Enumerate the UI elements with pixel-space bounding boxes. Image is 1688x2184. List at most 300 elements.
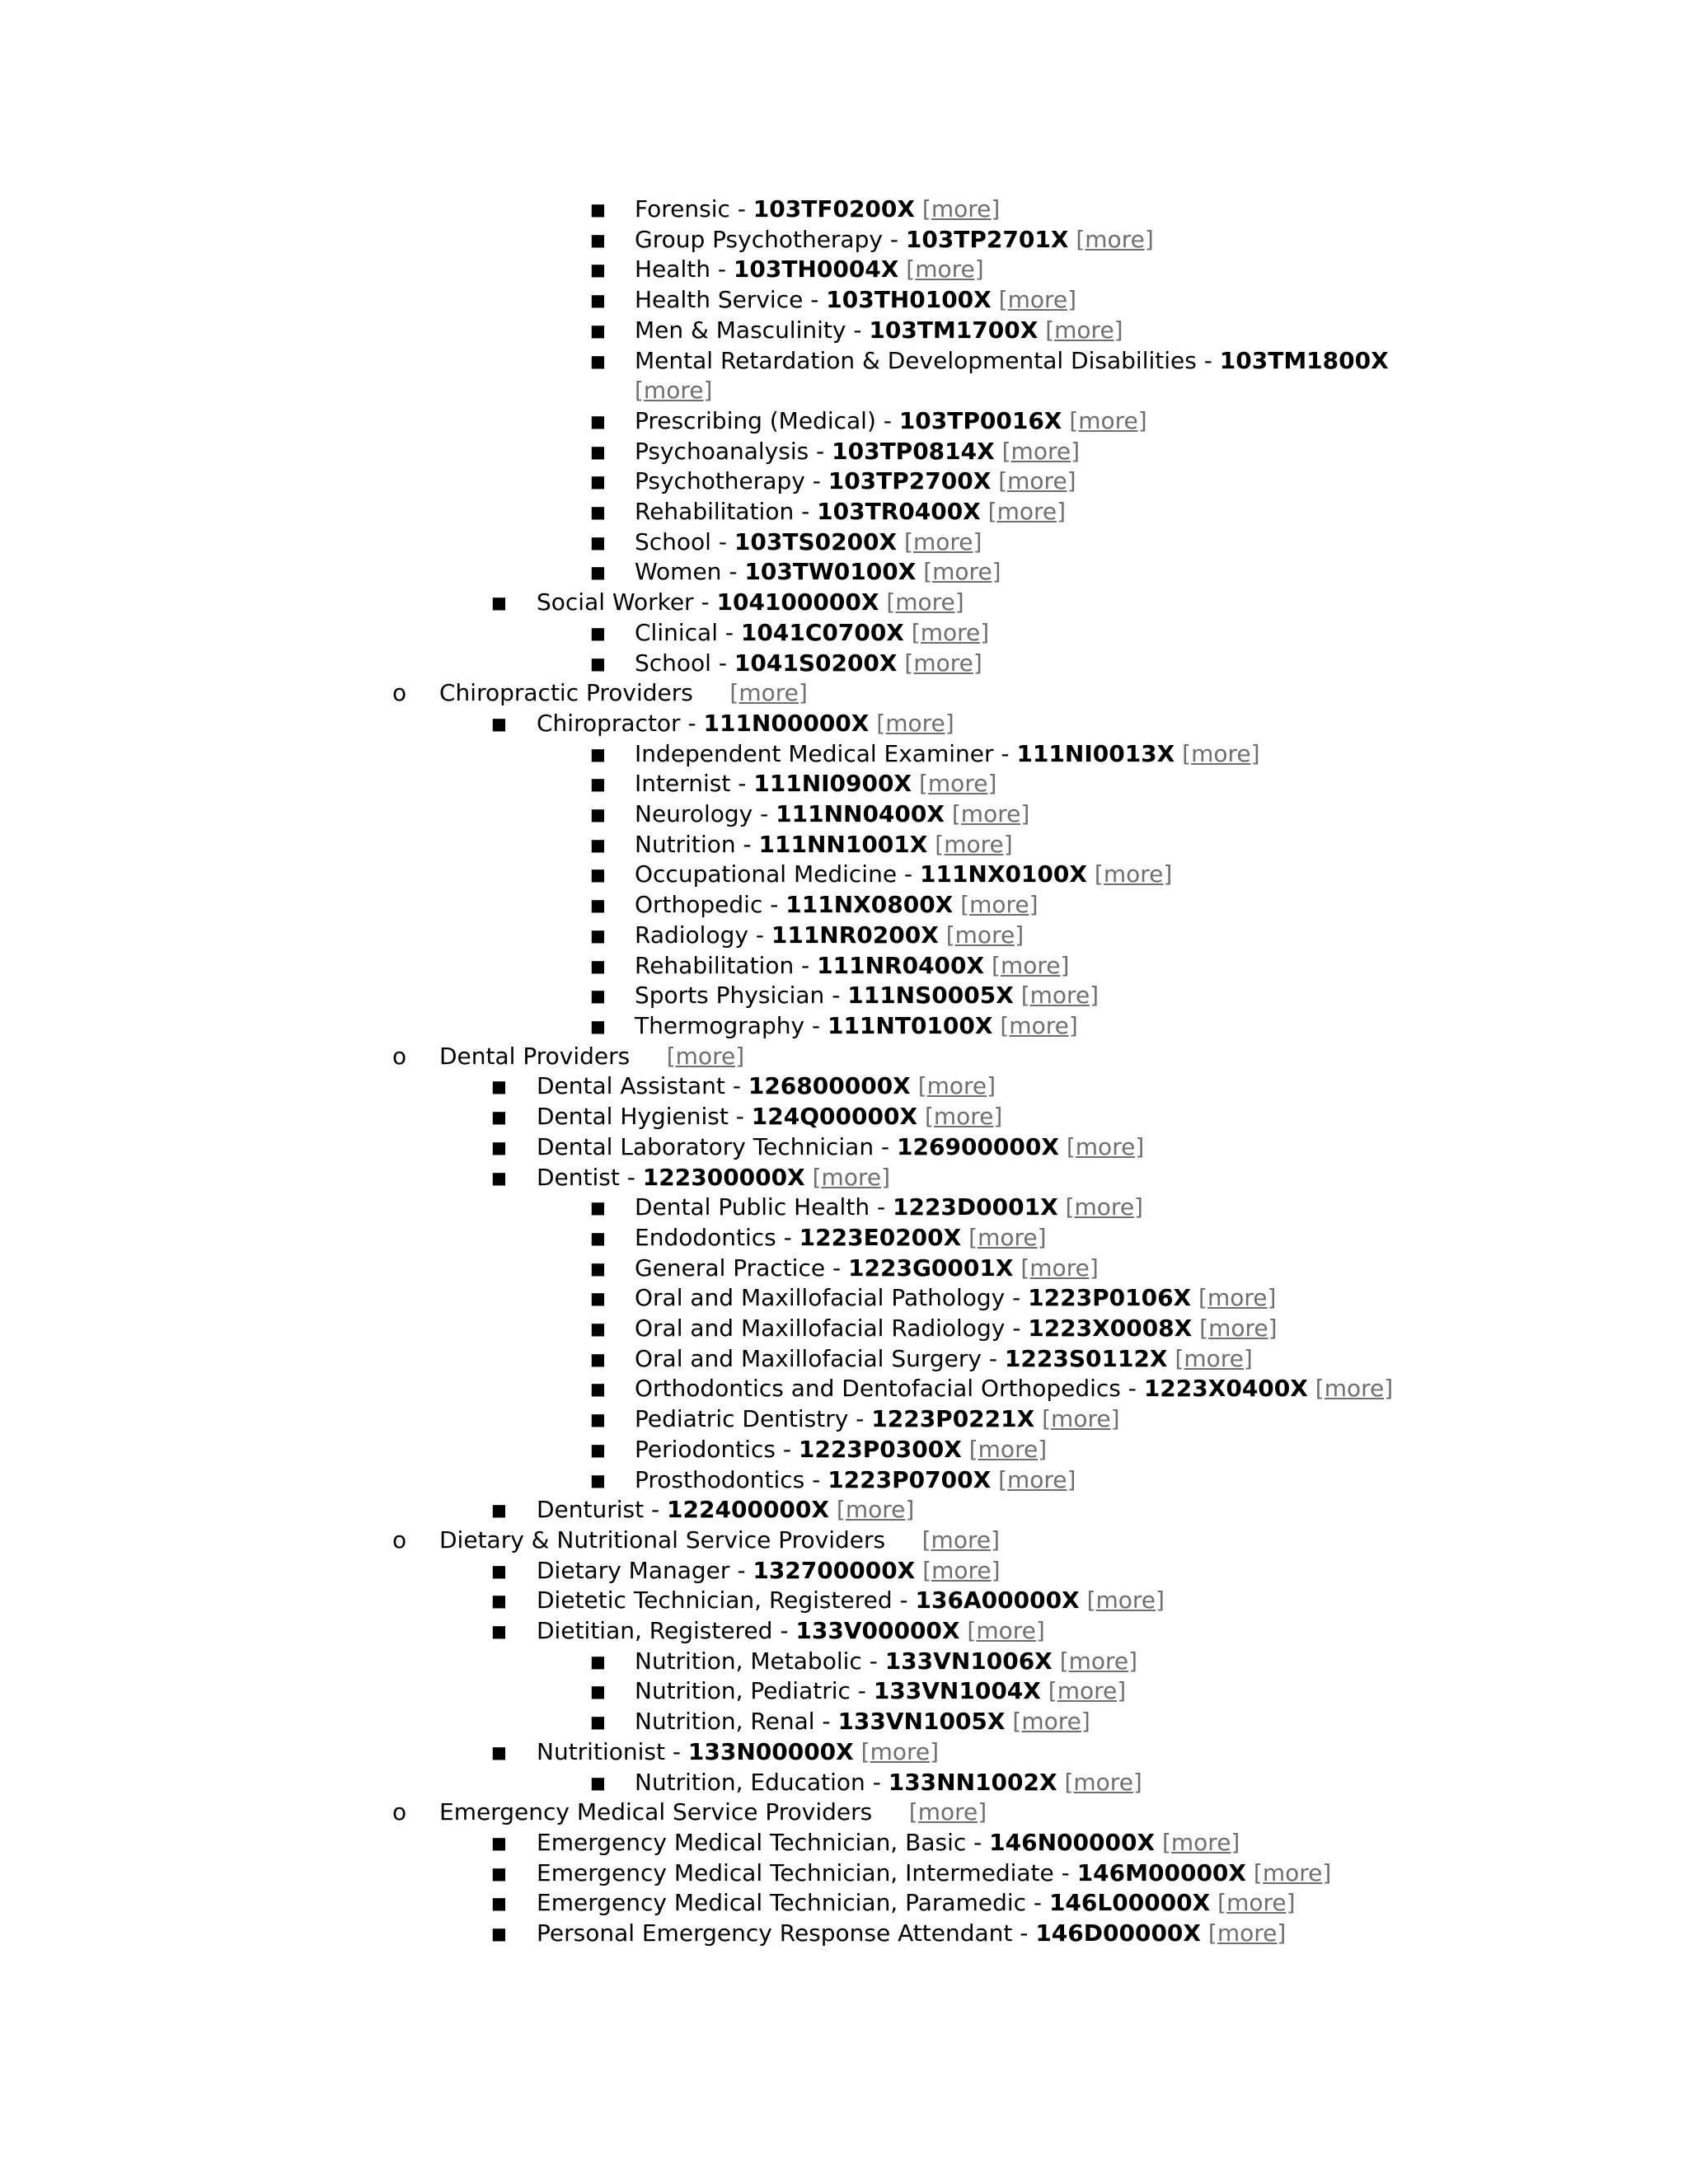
more-link[interactable]: [more] — [1048, 1677, 1127, 1705]
item-label: Endodontics — [635, 1223, 776, 1251]
outline-item-level-2 — [0, 1586, 1688, 1616]
outline-item-level-2 — [0, 1737, 1688, 1768]
code-separator: - — [973, 1828, 990, 1856]
bullet: ■ — [590, 1227, 606, 1248]
item-label: Thermography — [635, 1011, 805, 1039]
code-separator: - — [872, 1768, 889, 1796]
outline-item-level-3 — [0, 951, 1688, 982]
bullet: ■ — [491, 1167, 507, 1188]
item-label: Health — [635, 255, 710, 284]
code-separator: - — [869, 1647, 885, 1675]
code-separator: - — [857, 1677, 874, 1705]
code-separator: - — [717, 255, 734, 284]
more-link[interactable]: [more] — [960, 891, 1039, 919]
item-label: Emergency Medical Technician, Basic — [537, 1828, 967, 1856]
code-separator: - — [1061, 1858, 1077, 1886]
taxonomy-code: 111NN1001X — [758, 830, 928, 858]
outline-item-level-3 — [0, 1768, 1688, 1798]
more-link[interactable]: [more] — [1012, 1708, 1090, 1736]
bullet: ■ — [590, 410, 606, 431]
more-link[interactable]: [more] — [923, 558, 1001, 586]
more-link[interactable]: [more] — [666, 1042, 745, 1070]
taxonomy-code: 133VN1006X — [884, 1647, 1053, 1675]
more-link[interactable]: [more] — [951, 800, 1030, 828]
code-separator: - — [1020, 1919, 1036, 1947]
outline-item-level-3 — [0, 1193, 1688, 1223]
bullet: ■ — [590, 1379, 606, 1399]
outline-item-level-2 — [0, 1888, 1688, 1919]
more-link[interactable]: [more] — [836, 1496, 915, 1524]
bullet: ■ — [491, 1863, 507, 1883]
more-link[interactable]: [more] — [1059, 1647, 1138, 1675]
bullet: ■ — [590, 1772, 606, 1793]
more-link[interactable]: [more] — [911, 618, 990, 646]
outline-item-level-2 — [0, 1495, 1688, 1526]
bullet: ■ — [590, 804, 606, 825]
outline-item-level-3 — [0, 1314, 1688, 1344]
item-label: Health Service — [635, 286, 804, 314]
item-label: Women — [635, 558, 722, 586]
code-separator: - — [1033, 1889, 1049, 1917]
outline-item-level-3 — [0, 830, 1688, 860]
code-separator: - — [801, 498, 818, 526]
item-label: Dietitian, Registered — [537, 1617, 773, 1645]
taxonomy-code: 103TP0016X — [898, 406, 1062, 434]
taxonomy-code: 1223S0112X — [1004, 1344, 1168, 1372]
item-label: Nutrition, Renal — [635, 1708, 815, 1736]
item-label: Dietetic Technician, Registered — [537, 1586, 893, 1615]
taxonomy-code: 1223G0001X — [848, 1254, 1014, 1282]
taxonomy-code: 133N00000X — [687, 1737, 854, 1765]
more-link[interactable]: [more] — [921, 1526, 1001, 1554]
more-link[interactable]: [more] — [998, 467, 1076, 495]
taxonomy-code: 111NR0400X — [817, 951, 985, 979]
taxonomy-code: 111NI0013X — [1016, 739, 1175, 767]
code-separator: - — [672, 1737, 688, 1765]
taxonomy-code: 104100000X — [716, 588, 879, 616]
taxonomy-code: 146N00000X — [989, 1828, 1156, 1856]
taxonomy-code: 136A00000X — [915, 1586, 1080, 1615]
code-separator: - — [832, 1254, 849, 1282]
item-label: Radiology — [635, 921, 748, 949]
bullet: ■ — [590, 743, 606, 764]
item-label: General Practice — [635, 1254, 826, 1282]
outline-item-level-3 — [0, 890, 1688, 921]
code-separator: - — [651, 1496, 668, 1524]
code-separator: - — [832, 982, 848, 1010]
more-link[interactable]: [more] — [1217, 1889, 1296, 1917]
taxonomy-code: 1223P0221X — [871, 1405, 1035, 1433]
taxonomy-outline — [0, 194, 1688, 1949]
item-label: Periodontics — [635, 1435, 776, 1463]
more-link[interactable]: [more] — [1001, 437, 1081, 465]
taxonomy-code: 103TF0200X — [753, 195, 915, 223]
code-separator: - — [1203, 346, 1220, 374]
code-separator: - — [903, 860, 920, 888]
outline-item-level-2 — [0, 588, 1688, 618]
outline-item-level-3 — [0, 799, 1688, 830]
code-separator: - — [856, 1405, 872, 1433]
outline-item-level-2 — [0, 1163, 1688, 1193]
outline-item-level-1 — [0, 1797, 1688, 1828]
more-link[interactable]: [more] — [1064, 1768, 1142, 1796]
code-separator: - — [701, 588, 717, 616]
taxonomy-code: 133VN1004X — [873, 1677, 1041, 1705]
item-label: Clinical — [635, 618, 718, 646]
code-separator: - — [718, 527, 734, 555]
code-separator: - — [811, 1011, 828, 1039]
more-link[interactable]: [more] — [1182, 739, 1260, 767]
bullet: o — [392, 1526, 407, 1554]
bullet: ■ — [590, 562, 606, 583]
taxonomy-code: 111NI0900X — [753, 770, 912, 798]
taxonomy-code: 111NS0005X — [847, 982, 1014, 1010]
code-separator: - — [755, 921, 771, 949]
taxonomy-code: 103TH0004X — [733, 255, 899, 284]
outline-item-level-2 — [0, 1102, 1688, 1132]
more-link[interactable]: [more] — [1086, 1586, 1165, 1615]
taxonomy-code: 103TP2701X — [905, 225, 1069, 253]
outline-item-level-3 — [0, 1254, 1688, 1284]
more-link[interactable]: [more] — [1198, 1284, 1277, 1312]
item-label: Oral and Maxillofacial Surgery — [635, 1344, 982, 1372]
taxonomy-code: 133VN1005X — [837, 1708, 1006, 1736]
bullet: ■ — [590, 260, 606, 280]
outline-item-level-3 — [0, 1465, 1688, 1496]
outline-item-level-1 — [0, 678, 1688, 709]
item-label: Personal Emergency Response Attendant — [537, 1919, 1013, 1947]
outline-item-level-2 — [0, 709, 1688, 739]
outline-item-level-3 — [0, 981, 1688, 1011]
more-link[interactable]: [more] — [876, 709, 954, 737]
taxonomy-code: 1041C0700X — [740, 618, 904, 646]
code-separator: - — [718, 649, 734, 677]
more-link[interactable]: [more] — [968, 1223, 1047, 1251]
code-separator: - — [737, 195, 753, 223]
bullet: ■ — [590, 1651, 606, 1671]
bullet: ■ — [590, 1015, 606, 1036]
code-separator: - — [883, 406, 899, 434]
outline-item-level-2 — [0, 1556, 1688, 1586]
more-link[interactable]: [more] — [886, 588, 964, 616]
bullet: o — [392, 1798, 407, 1826]
taxonomy-code: 103TM1800X — [1219, 346, 1389, 374]
item-label: Dental Laboratory Technician — [537, 1132, 874, 1160]
more-link[interactable]: [more] — [917, 1072, 996, 1100]
item-label: Rehabilitation — [635, 951, 795, 979]
more-link[interactable]: [more] — [908, 1798, 987, 1826]
bullet: ■ — [590, 350, 606, 371]
taxonomy-code: 103TM1700X — [869, 316, 1039, 344]
item-label: Oral and Maxillofacial Pathology — [635, 1284, 1006, 1312]
taxonomy-code: 1223X0400X — [1143, 1375, 1308, 1403]
taxonomy-code: 126900000X — [897, 1132, 1059, 1160]
code-separator: - — [783, 1223, 799, 1251]
more-link[interactable]: [more] — [998, 286, 1077, 314]
item-label: Independent Medical Examiner — [635, 739, 994, 767]
code-separator: - — [724, 618, 741, 646]
item-label: Nutrition — [635, 830, 736, 858]
item-label: Chiropractor — [537, 709, 681, 737]
code-separator: - — [735, 1103, 752, 1131]
taxonomy-code: 124Q00000X — [751, 1103, 918, 1131]
outline-item-level-3 — [0, 466, 1688, 497]
more-link[interactable]: [more] — [1020, 1254, 1099, 1282]
bullet: ■ — [590, 1439, 606, 1460]
more-link[interactable]: [more] — [1069, 406, 1147, 434]
bullet: ■ — [590, 1469, 606, 1490]
taxonomy-code: 122300000X — [642, 1163, 805, 1191]
code-separator: - — [812, 467, 828, 495]
more-link[interactable]: [more] — [1199, 1315, 1278, 1343]
taxonomy-code: 1223D0001X — [892, 1193, 1058, 1221]
code-separator: - — [1001, 739, 1017, 767]
code-separator: - — [988, 1344, 1005, 1372]
outline-item-level-2 — [0, 1132, 1688, 1163]
taxonomy-code: 103TH0100X — [826, 286, 992, 314]
more-link[interactable]: [more] — [1094, 860, 1173, 888]
taxonomy-code: 111NX0100X — [919, 860, 1087, 888]
item-label: Emergency Medical Service Providers — [439, 1798, 873, 1826]
outline-item-level-3 — [0, 649, 1688, 679]
bullet: ■ — [491, 1893, 507, 1914]
outline-item-continuation — [0, 376, 1688, 406]
more-link[interactable]: [more] — [1020, 982, 1100, 1010]
bullet: ■ — [590, 320, 606, 340]
item-label: Prescribing (Medical) — [635, 406, 876, 434]
taxonomy-code: 111NX0800X — [785, 891, 954, 919]
bullet: ■ — [590, 1712, 606, 1732]
item-label: Dental Providers — [439, 1042, 631, 1070]
bullet: ■ — [491, 1741, 507, 1762]
link-gap — [879, 1798, 902, 1825]
outline-item-level-3 — [0, 769, 1688, 799]
outline-item-level-3 — [0, 1374, 1688, 1404]
outline-item-level-2 — [0, 1919, 1688, 1949]
outline-item-level-3 — [0, 1435, 1688, 1465]
item-label: Psychotherapy — [635, 467, 805, 495]
bullet: ■ — [590, 925, 606, 945]
more-link[interactable]: [more] — [998, 1465, 1076, 1493]
outline-item-level-2 — [0, 1828, 1688, 1858]
more-link[interactable]: [more] — [967, 1617, 1045, 1645]
item-label: Pediatric Dentistry — [635, 1405, 856, 1433]
item-label: Emergency Medical Technician, Intermediate — [537, 1858, 1054, 1886]
code-separator: - — [812, 1465, 828, 1493]
bullet: ■ — [590, 774, 606, 794]
more-link[interactable]: [more] — [904, 527, 982, 555]
outline-item-level-3 — [0, 255, 1688, 285]
bullet: ■ — [590, 653, 606, 673]
item-label: Dentist — [537, 1163, 620, 1191]
outline-item-level-1 — [0, 1042, 1688, 1072]
more-link[interactable]: [more] — [935, 830, 1013, 858]
more-link[interactable]: [more] — [1207, 1919, 1287, 1947]
taxonomy-code: 133NN1002X — [888, 1768, 1057, 1796]
outline-item-level-3 — [0, 225, 1688, 255]
more-link[interactable]: [more] — [1042, 1405, 1120, 1433]
bullet: ■ — [491, 713, 507, 733]
code-separator: - — [1128, 1375, 1144, 1403]
outline-item-level-3 — [0, 316, 1688, 346]
more-link[interactable]: [more] — [904, 649, 982, 677]
bullet: ■ — [590, 1319, 606, 1339]
taxonomy-code: 1223X0008X — [1028, 1315, 1193, 1343]
more-link[interactable]: [more] — [922, 1556, 1001, 1584]
taxonomy-code: 133V00000X — [795, 1617, 960, 1645]
outline-item-level-3 — [0, 406, 1688, 437]
more-link[interactable]: [more] — [729, 679, 808, 707]
outline-item-level-1 — [0, 1526, 1688, 1556]
taxonomy-code: 111NR0200X — [771, 921, 939, 949]
bullet: ■ — [491, 1591, 507, 1611]
more-link[interactable]: [more] — [1161, 1828, 1240, 1856]
outline-item-level-3 — [0, 1647, 1688, 1677]
item-label: Nutrition, Metabolic — [635, 1647, 862, 1675]
outline-item-level-3 — [0, 739, 1688, 770]
item-label: Oral and Maxillofacial Radiology — [635, 1315, 1006, 1343]
code-separator: - — [889, 225, 906, 253]
taxonomy-code: 126800000X — [748, 1072, 911, 1100]
item-label: Group Psychotherapy — [635, 225, 883, 253]
more-link[interactable]: [more] — [1066, 1132, 1145, 1160]
bullet: ■ — [590, 290, 606, 311]
item-label: School — [635, 527, 711, 555]
bullet: ■ — [590, 532, 606, 552]
taxonomy-code: 1041S0200X — [734, 649, 898, 677]
bullet: ■ — [491, 1500, 507, 1521]
code-separator: - — [881, 1132, 898, 1160]
more-link[interactable]: [more] — [987, 498, 1067, 526]
code-separator: - — [782, 1435, 799, 1463]
more-link[interactable]: [more] — [945, 921, 1025, 949]
bullet: ■ — [590, 1197, 606, 1218]
bullet: ■ — [590, 502, 606, 523]
more-link[interactable]: [more] — [1175, 1344, 1253, 1372]
bullet: ■ — [491, 593, 507, 613]
code-separator: - — [876, 1193, 893, 1221]
bullet: ■ — [590, 471, 606, 492]
outline-item-level-3 — [0, 497, 1688, 527]
item-label: Forensic — [635, 195, 730, 223]
item-label: Orthopedic — [635, 891, 763, 919]
bullet: o — [392, 1042, 407, 1070]
more-link[interactable]: [more] — [1045, 316, 1123, 344]
bullet: ■ — [491, 1621, 507, 1642]
item-label: Dietary Manager — [537, 1556, 730, 1584]
code-separator: - — [760, 800, 776, 828]
more-link[interactable]: [more] — [812, 1163, 891, 1191]
item-label: Nutrition, Pediatric — [635, 1677, 851, 1705]
item-label: Mental Retardation & Developmental Disabilities — [635, 346, 1197, 374]
outline-item-level-3 — [0, 1404, 1688, 1435]
code-separator: - — [770, 891, 786, 919]
taxonomy-code: 111NN0400X — [776, 800, 945, 828]
taxonomy-code: 132700000X — [753, 1556, 916, 1584]
outline-item-level-2 — [0, 1071, 1688, 1102]
taxonomy-code: 1223P0106X — [1028, 1284, 1192, 1312]
taxonomy-code: 146L00000X — [1048, 1889, 1211, 1917]
item-label: Nutrition, Education — [635, 1768, 865, 1796]
code-separator: - — [729, 558, 745, 586]
outline-item-level-3 — [0, 1676, 1688, 1707]
more-link[interactable]: [more] — [1315, 1375, 1394, 1403]
outline-item-level-2 — [0, 1616, 1688, 1647]
bullet: ■ — [491, 1832, 507, 1853]
code-separator: - — [810, 286, 827, 314]
code-separator: - — [687, 709, 704, 737]
code-separator: - — [816, 437, 832, 465]
more-link[interactable]: [more] — [1253, 1858, 1332, 1886]
taxonomy-code: 122400000X — [667, 1496, 829, 1524]
item-label: Men & Masculinity — [635, 316, 846, 344]
code-separator: - — [738, 770, 754, 798]
code-separator: - — [737, 1556, 753, 1584]
item-label: Chiropractic Providers — [439, 679, 693, 707]
item-label: Internist — [635, 770, 731, 798]
more-link[interactable]: [more] — [968, 1435, 1048, 1463]
item-label: Psychoanalysis — [635, 437, 809, 465]
outline-item-level-3 — [0, 527, 1688, 558]
more-link[interactable]: [more] — [635, 377, 713, 405]
item-label: School — [635, 649, 711, 677]
taxonomy-code: 1223E0200X — [799, 1223, 962, 1251]
taxonomy-code: 103TP0814X — [832, 437, 995, 465]
outline-item-level-3 — [0, 346, 1688, 377]
code-separator: - — [743, 830, 759, 858]
more-link[interactable]: [more] — [1000, 1011, 1078, 1039]
bullet: ■ — [590, 1258, 606, 1278]
outline-item-level-3 — [0, 1344, 1688, 1375]
more-link[interactable]: [more] — [918, 770, 997, 798]
code-separator: - — [899, 1586, 916, 1615]
bullet: ■ — [491, 1924, 507, 1944]
item-label: Sports Physician — [635, 982, 825, 1010]
outline-item-level-3 — [0, 618, 1688, 649]
item-label: Dental Assistant — [537, 1072, 725, 1100]
more-link[interactable]: [more] — [921, 195, 1001, 223]
bullet: ■ — [590, 865, 606, 885]
taxonomy-code: 146M00000X — [1076, 1858, 1246, 1886]
bullet: ■ — [590, 834, 606, 855]
item-label: Prosthodontics — [635, 1465, 805, 1493]
bullet: ■ — [590, 441, 606, 462]
taxonomy-code: 111N00000X — [703, 709, 870, 737]
bullet: o — [392, 679, 407, 707]
more-link[interactable]: [more] — [1065, 1193, 1143, 1221]
taxonomy-code: 103TP2700X — [828, 467, 992, 495]
outline-item-level-3 — [0, 285, 1688, 316]
bullet: ■ — [590, 199, 606, 219]
code-separator: - — [853, 316, 870, 344]
code-separator: - — [1012, 1284, 1029, 1312]
bullet: ■ — [590, 1409, 606, 1430]
taxonomy-code: 103TS0200X — [734, 527, 898, 555]
code-separator: - — [626, 1163, 643, 1191]
more-link[interactable]: [more] — [906, 255, 984, 284]
more-link[interactable]: [more] — [992, 951, 1070, 979]
more-link[interactable]: [more] — [924, 1103, 1003, 1131]
outline-item-level-3 — [0, 1707, 1688, 1737]
code-separator: - — [822, 1708, 838, 1736]
more-link[interactable]: [more] — [1076, 225, 1154, 253]
bullet: ■ — [590, 895, 606, 916]
more-link[interactable]: [more] — [860, 1737, 940, 1765]
item-label: Neurology — [635, 800, 753, 828]
bullet: ■ — [491, 1076, 507, 1097]
outline-item-level-3 — [0, 557, 1688, 588]
item-label: Dietary & Nutritional Service Providers — [439, 1526, 886, 1554]
